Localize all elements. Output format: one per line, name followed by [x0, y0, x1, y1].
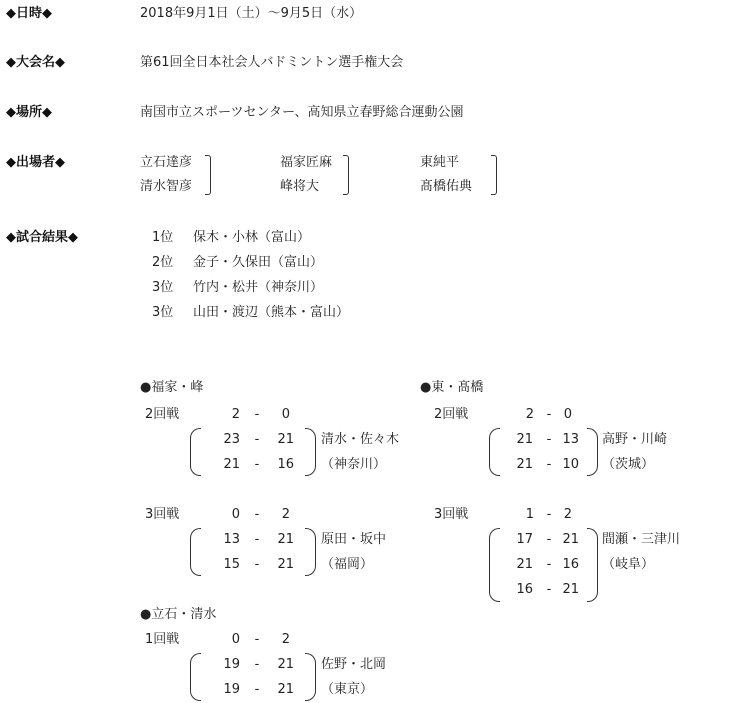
- venue-label: ◆場所◆: [6, 105, 52, 120]
- round-label: 2回戦: [145, 407, 180, 422]
- match-score-a: 2: [231, 407, 240, 422]
- result-names: 保木・小林（富山）: [193, 230, 311, 245]
- player-pair-2-a: 福家匠麻: [280, 155, 333, 170]
- score-dash: -: [254, 682, 260, 697]
- match-score-a: 2: [525, 407, 534, 422]
- right-paren: [587, 528, 598, 602]
- opponent-prefecture: （福岡）: [321, 557, 374, 572]
- score-dash: -: [254, 532, 260, 547]
- score-dash: -: [254, 557, 260, 572]
- right-paren: [305, 528, 316, 576]
- pair-title-tateishi: ●立石・清水: [140, 607, 217, 622]
- game-score-b: 21: [277, 532, 294, 547]
- score-dash: -: [254, 432, 260, 447]
- score-dash: -: [546, 507, 552, 522]
- result-names: 山田・渡辺（熊本・富山）: [193, 305, 350, 320]
- game-score-b: 10: [562, 457, 579, 472]
- game-score-b: 21: [277, 432, 294, 447]
- score-dash: -: [254, 632, 260, 647]
- result-rank: 2位: [152, 255, 174, 270]
- pair-bracket: [205, 155, 211, 195]
- round-label: 2回戦: [434, 407, 469, 422]
- score-dash: -: [546, 557, 552, 572]
- right-paren: [305, 653, 316, 701]
- result-rank: 1位: [152, 230, 174, 245]
- player-pair-1-b: 清水智彦: [140, 179, 193, 194]
- pair-bracket: [491, 155, 497, 195]
- player-pair-1-a: 立石達彦: [140, 155, 193, 170]
- opponent-names: 清水・佐々木: [321, 432, 400, 447]
- pair-title-fuke: ●福家・峰: [140, 380, 204, 395]
- player-pair-2-b: 峰将大: [280, 179, 320, 194]
- game-score-b: 21: [277, 682, 294, 697]
- event-label: ◆大会名◆: [6, 55, 65, 70]
- game-score-a: 21: [516, 432, 533, 447]
- round-label: 3回戦: [145, 507, 180, 522]
- game-score-a: 17: [516, 532, 533, 547]
- players-label: ◆出場者◆: [6, 155, 65, 170]
- result-names: 竹内・松井（神奈川）: [193, 280, 324, 295]
- score-dash: -: [254, 507, 260, 522]
- left-paren: [190, 653, 201, 701]
- score-dash: -: [546, 432, 552, 447]
- game-score-a: 15: [223, 557, 240, 572]
- match-score-a: 0: [231, 507, 240, 522]
- round-label: 1回戦: [145, 632, 180, 647]
- left-paren: [190, 528, 201, 576]
- game-score-a: 21: [516, 557, 533, 572]
- opponent-names: 高野・川崎: [602, 432, 668, 447]
- match-score-b: 2: [563, 507, 572, 522]
- date-value: 2018年9月1日（土）～9月5日（水）: [140, 6, 363, 21]
- right-paren: [587, 428, 598, 476]
- game-score-a: 19: [223, 657, 240, 672]
- score-dash: -: [546, 582, 552, 597]
- game-score-a: 21: [223, 457, 240, 472]
- game-score-b: 21: [562, 582, 579, 597]
- pair-bracket: [343, 155, 349, 195]
- game-score-b: 13: [562, 432, 579, 447]
- results-label: ◆試合結果◆: [6, 230, 78, 245]
- opponent-prefecture: （神奈川）: [321, 457, 387, 472]
- game-score-a: 19: [223, 682, 240, 697]
- game-score-b: 21: [562, 532, 579, 547]
- game-score-a: 13: [223, 532, 240, 547]
- match-score-b: 2: [281, 632, 290, 647]
- result-names: 金子・久保田（富山）: [193, 255, 324, 270]
- game-score-b: 16: [277, 457, 294, 472]
- match-score-b: 2: [281, 507, 290, 522]
- game-score-b: 21: [277, 557, 294, 572]
- game-score-b: 21: [277, 657, 294, 672]
- player-pair-3-b: 髙橋佑典: [420, 179, 473, 194]
- match-score-b: 0: [281, 407, 290, 422]
- result-rank: 3位: [152, 280, 174, 295]
- score-dash: -: [546, 457, 552, 472]
- right-paren: [305, 428, 316, 476]
- opponent-names: 原田・坂中: [321, 532, 387, 547]
- score-dash: -: [254, 457, 260, 472]
- match-score-b: 0: [563, 407, 572, 422]
- venue-value: 南国市立スポーツセンター、高知県立春野総合運動公園: [140, 105, 464, 120]
- round-label: 3回戦: [434, 507, 469, 522]
- game-score-b: 16: [562, 557, 579, 572]
- game-score-a: 21: [516, 457, 533, 472]
- opponent-names: 佐野・北岡: [321, 657, 387, 672]
- event-value: 第61回全日本社会人バドミントン選手権大会: [140, 55, 404, 70]
- opponent-prefecture: （岐阜）: [602, 557, 655, 572]
- opponent-prefecture: （東京）: [321, 682, 374, 697]
- result-rank: 3位: [152, 305, 174, 320]
- match-score-a: 1: [525, 507, 534, 522]
- player-pair-3-a: 東純平: [420, 155, 460, 170]
- left-paren: [190, 428, 201, 476]
- game-score-a: 23: [223, 432, 240, 447]
- score-dash: -: [254, 407, 260, 422]
- pair-title-higashi: ●東・髙橋: [420, 380, 484, 395]
- game-score-a: 16: [516, 582, 533, 597]
- opponent-prefecture: （茨城）: [602, 457, 655, 472]
- date-label: ◆日時◆: [6, 6, 52, 21]
- score-dash: -: [546, 532, 552, 547]
- score-dash: -: [254, 657, 260, 672]
- opponent-names: 間瀬・三津川: [602, 532, 681, 547]
- score-dash: -: [546, 407, 552, 422]
- match-score-a: 0: [231, 632, 240, 647]
